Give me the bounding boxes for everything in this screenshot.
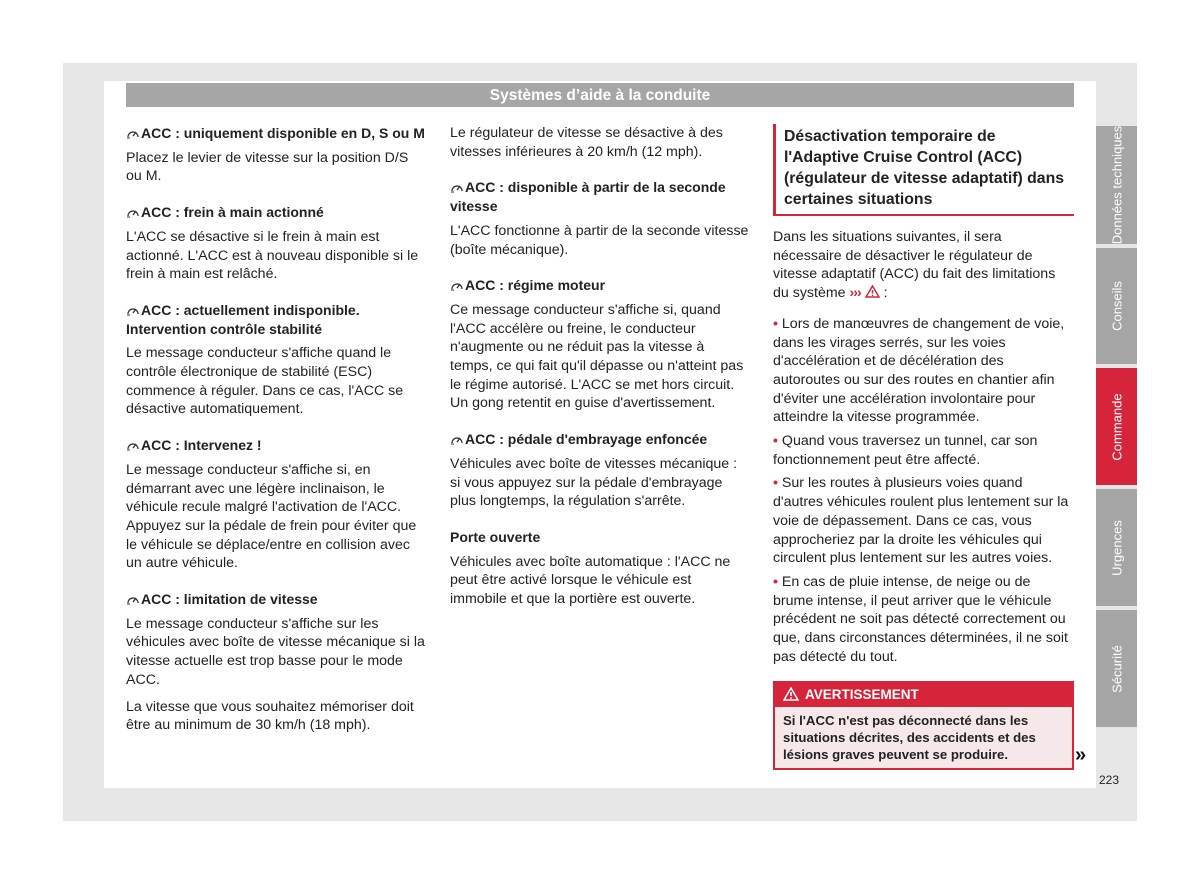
bullet-dot: • [773,433,778,450]
list-item-text: Quand vous traversez un tunnel, car son fonctionnement peut être affecté. [773,433,1038,468]
tab-label: Urgences [1109,519,1124,576]
warning-triangle-icon [865,285,880,298]
tab-securite[interactable] [1096,610,1137,727]
paragraph: Le message conducteur s'affiche quand le contrôle électronique de stabilité (ESC) commence à réguler. Dans ce cas, l'ACC se désactive automatiquement. [126,345,404,418]
acc-msg-title-speed-limit [126,590,426,609]
list-item-text: Sur les routes à plusieurs voies quand d'autres véhicules roulent plus lentement sur la voie de dépassement. Dans ce cas, vous approcheriez par la droite les véhicules qui circulent plus lentement sur les autres voies. [773,475,1069,567]
title-text: ACC : frein à main actionné [141,204,324,221]
bullet-dot: • [773,573,778,590]
acc-msg-title-intervene [126,436,426,455]
section-title: Désactivation temporaire de l'Adaptive Cruise Control (ACC) (régulateur de vitesse adaptatif) dans certaines situations [773,124,1074,216]
warning-title: AVERTISSEMENT [805,687,919,703]
column-1 [126,124,426,735]
paragraph: La vitesse que vous souhaitez mémoriser doit être au minimum de 30 km/h (18 mph). [126,698,414,734]
tab-conseils[interactable] [1096,248,1137,364]
acc-speedometer-icon [450,280,464,291]
acc-msg-title-dsm [126,124,426,143]
acc-speedometer-icon [450,182,464,193]
tab-label: Données techniques [1109,125,1124,245]
acc-msg-title-unavailable [126,301,426,338]
paragraph: Placez le levier de vitesse sur la position D/S ou M. [126,149,409,185]
list-item [773,474,1074,568]
acc-speedometer-icon [126,207,140,218]
warning-triangle-icon [783,687,799,701]
title-text: ACC : actuellement indisponible. Intervention contrôle stabilité [126,301,360,337]
continued-arrow: » [1075,744,1087,766]
tab-donnees-techniques[interactable] [1096,126,1137,244]
acc-speedometer-icon [126,594,140,605]
list-item [773,315,1074,427]
list-item [773,573,1074,667]
list-item-text: En cas de pluie intense, de neige ou de brume intense, il peut arriver que le véhicule précédent ne soit pas détecté correctement ou que, dans circonstances déterminées, il ne soit pas détecté du tout. [773,573,1068,665]
warning-text: Si l'ACC n'est pas déconnecté dans les situations décrites, des accidents et des lésions graves peuvent se produire. [775,707,1072,768]
warning-box [773,681,1074,770]
paragraph: Le message conducteur s'affiche si, en démarrant avec une légère inclinaison, le véhicule recule malgré l'activation de l'ACC. Appuyez sur la pédale de frein pour éviter que le véhicule se déplace/entre en collision avec un autre véhicule. [126,461,417,572]
column-3 [773,124,1074,770]
bullet-dot: • [773,475,778,492]
paragraph: L'ACC fonctionne à partir de la seconde vitesse (boîte mécanique). [450,222,749,258]
paragraph: Véhicules avec boîte automatique : l'ACC ne peut être activé lorsque le véhicule est immobile et que la portière est ouverte. [450,553,731,608]
title-text: ACC : limitation de vitesse [141,591,318,608]
acc-msg-title-second-gear [450,178,750,215]
intro-text: Dans les situations suivantes, il sera nécessaire de désactiver le régulateur de vitesse adaptatif (ACC) du fait des limitations du système [773,229,1056,302]
title-text: ACC : Intervenez ! [141,437,262,454]
tab-urgences[interactable] [1096,489,1137,606]
paragraph: Le message conducteur s'affiche sur les véhicules avec boîte de vitesse mécanique si la vitesse actuelle est trop basse pour le mode ACC. [126,615,425,688]
intro-paragraph [773,228,1074,303]
acc-speedometer-icon [126,440,140,451]
acc-msg-title-handbrake [126,203,426,222]
page-number: 223 [1099,773,1120,787]
acc-speedometer-icon [126,128,140,139]
acc-msg-title-engine-speed [450,276,750,295]
paragraph: Ce message conducteur s'affiche si, quand l'ACC accélère ou freine, le conducteur n'augmente ou ne réduit pas la vitesse à temps, ce qui fait qu'il dépasse ou n'atteint pas le régime autorisé. L'ACC se met hors circuit. Un gong retentit en guise d'avertissement. [450,301,744,412]
list-item-text: Lors de manœuvres de changement de voie, dans les virages serrés, sur les voies d'accélération et de décélération des autoroutes ou sur des routes en chantier afin d'éviter une accélération involontaire pour atteindre la vitesse programmée. [773,315,1065,426]
acc-speedometer-icon [450,434,464,445]
title-door-open: Porte ouverte [450,528,541,545]
tab-label: Sécurité [1109,644,1124,693]
cross-reference-link[interactable]: ››› [849,285,861,302]
tab-commande[interactable] [1096,368,1137,485]
paragraph: Le régulateur de vitesse se désactive à des vitesses inférieures à 20 km/h (12 mph). [450,125,723,160]
bullet-dot: • [773,315,778,332]
title-text: ACC : uniquement disponible en D, S ou M [141,125,425,141]
paragraph: L'ACC se désactive si le frein à main est actionné. L'ACC est à nouveau disponible si le frein à main est relâché. [126,228,419,283]
intro-colon: : [883,285,888,302]
tab-label: Commande [1109,392,1124,461]
acc-speedometer-icon [126,305,140,316]
acc-msg-title-clutch [450,430,750,449]
warning-header [775,683,1072,707]
title-text: ACC : régime moteur [465,277,606,294]
paragraph: Véhicules avec boîte de vitesses mécanique : si vous appuyez sur la pédale d'embrayage plus longtemps, la régulation s'arrête. [450,455,738,510]
section-header: Systèmes d’aide à la conduite [126,83,1074,107]
title-text: ACC : pédale d'embrayage enfoncée [465,431,708,448]
title-text: ACC : disponible à partir de la seconde vitesse [450,179,726,215]
tab-label: Conseils [1109,281,1124,331]
list-item [773,432,1074,469]
column-2 [450,124,750,609]
